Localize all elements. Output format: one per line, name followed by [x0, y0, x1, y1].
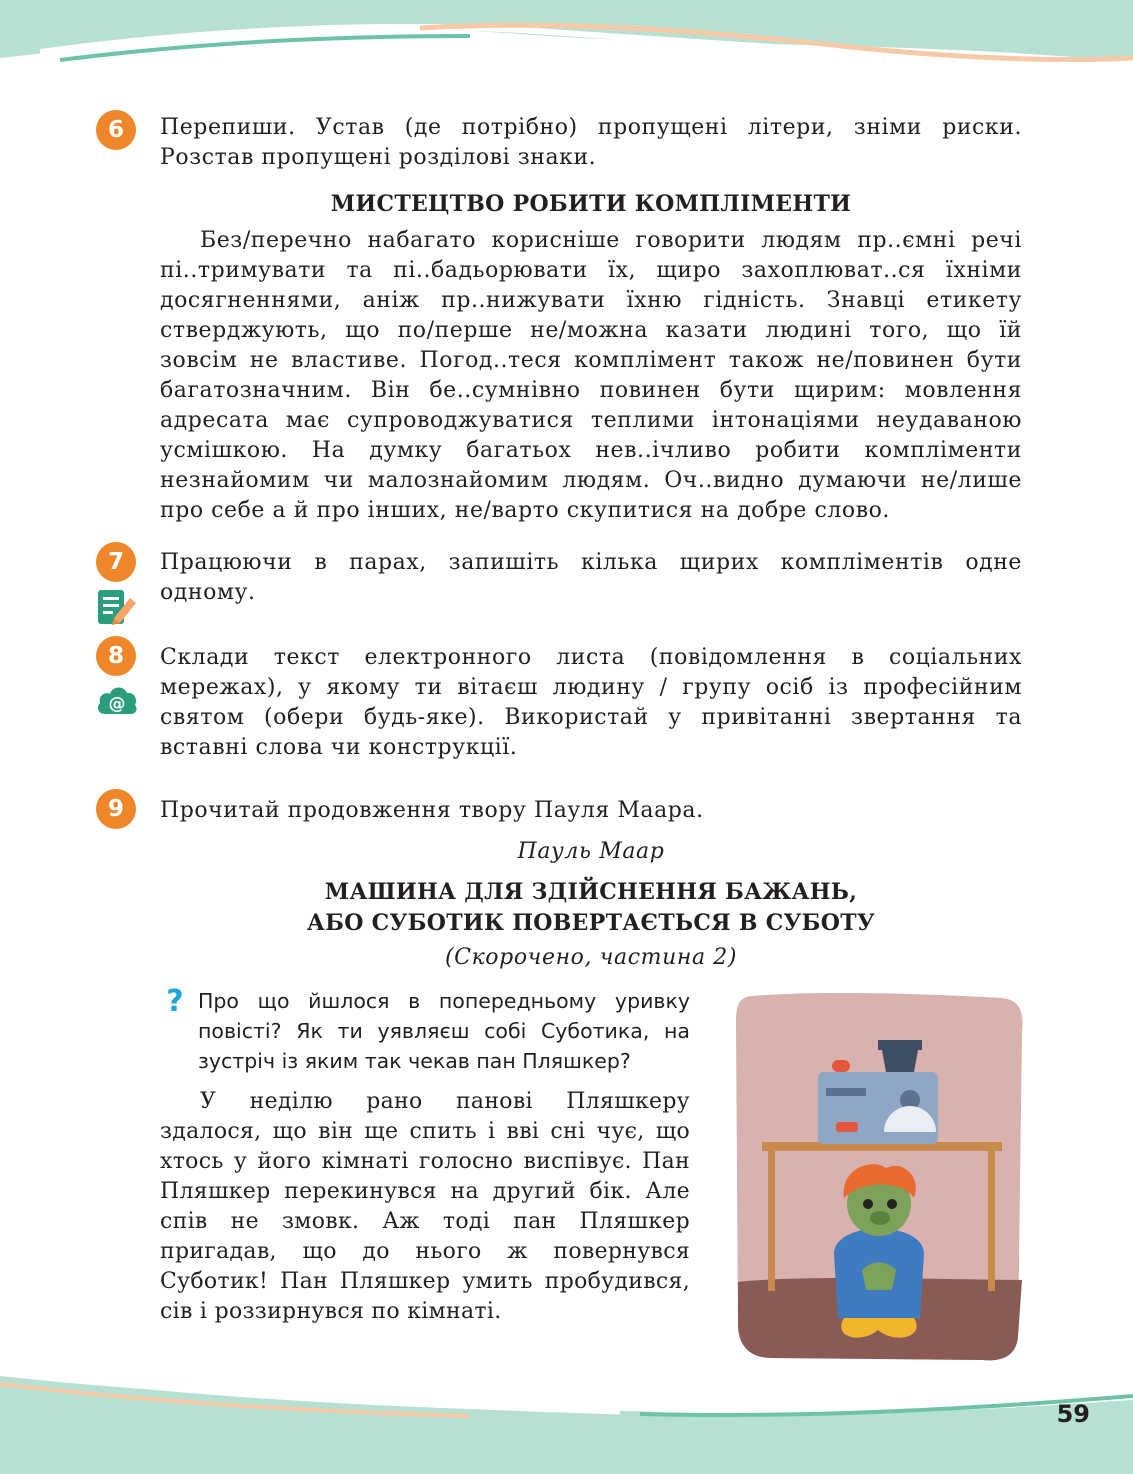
bottom-decorative-wave: [0, 1360, 1133, 1474]
svg-text:@: @: [108, 694, 126, 714]
story-text: У неділю рано панові Пляшкеру здалося, що він ще спить і вві сні чує, що хтось у його кімнаті голосно виспівує. Пан Пляшкер перекинувся на другий бік. Але спів не змовк. Аж тоді пан Пляшкер пригадав, що до нього ж повернувся Суботик! Пан Пляшкер умить пробудився, сів і роззирнувся по кімнаті.: [160, 1089, 690, 1324]
exercise-9-instruction: Прочитай продовження твору Пауля Маара.: [160, 798, 704, 823]
exercise-9-number: 9: [96, 789, 136, 829]
exercise-7-number: 7: [96, 542, 136, 582]
exercise-7-instruction: Працюючи в парах, запишіть кілька щирих компліментів одне одному.: [160, 550, 1022, 605]
writing-icon: [96, 586, 138, 628]
exercise-6-number: 6: [96, 110, 136, 150]
exercise-6-text: Без/перечно набагато корисніше говорити людям пр..ємні речі пі..тримувати та пі..бадьорювати їх, щиро захоплюват..ся їхніми досягненнями, аніж пр..нижувати їхню гідність. Знавці етикету стверджують, що по/перше не/можна казати людині того, що їй зовсім не властиве. Погод..теся комплімент також не/повинен бути багатозначним. Він бе..сумнівно повинен бути щирим: мовлення адресата має супроводжуватися теплими інтонаціями неудаваною усмішкою. На думку багатьох нев..ічливо робити компліменти незнайомим чи малознайомим людям. Оч..видно думаючи не/лише про себе а й про інших, не/варто скупитися на добре слово.: [160, 228, 1022, 523]
story-subtitle: (Скорочено, частина 2): [444, 945, 738, 970]
story-author: Пауль Маар: [517, 839, 665, 864]
story-question: Про що йшлося в попередньому уривку повісті? Як ти уявляєш собі Суботика, на зустріч із яким так чекав пан Пляшкер?: [198, 989, 690, 1073]
exercise-8-number: 8: [96, 636, 136, 676]
top-decorative-wave: [0, 0, 1133, 110]
subotyk-illustration: [732, 992, 1024, 1364]
story-title-line-2: АБО СУБОТИК ПОВЕРТАЄТЬСЯ В СУБОТУ: [306, 910, 876, 936]
exercise-6-title: МИСТЕЦТВО РОБИТИ КОМПЛІМЕНТИ: [330, 191, 852, 217]
exercise-6-instruction: Перепиши. Устав (де потрібно) пропущені літери, зніми риски. Розстав пропущені розділові знаки.: [160, 115, 1022, 170]
page-number: 59: [1056, 1400, 1090, 1428]
email-at-icon: [95, 680, 139, 718]
story-title-line-1: МАШИНА ДЛЯ ЗДІЙСНЕННЯ БАЖАНЬ,: [324, 879, 858, 905]
question-mark-icon: ?: [166, 984, 184, 1019]
exercise-8-instruction: Склади текст електронного листа (повідомлення в соціальних мережах), у якому ти вітаєш людину / групу осіб із професійним святом (обери будь-яке). Використай у привітанні звертання та вставні слова чи конструкції.: [160, 645, 1022, 760]
